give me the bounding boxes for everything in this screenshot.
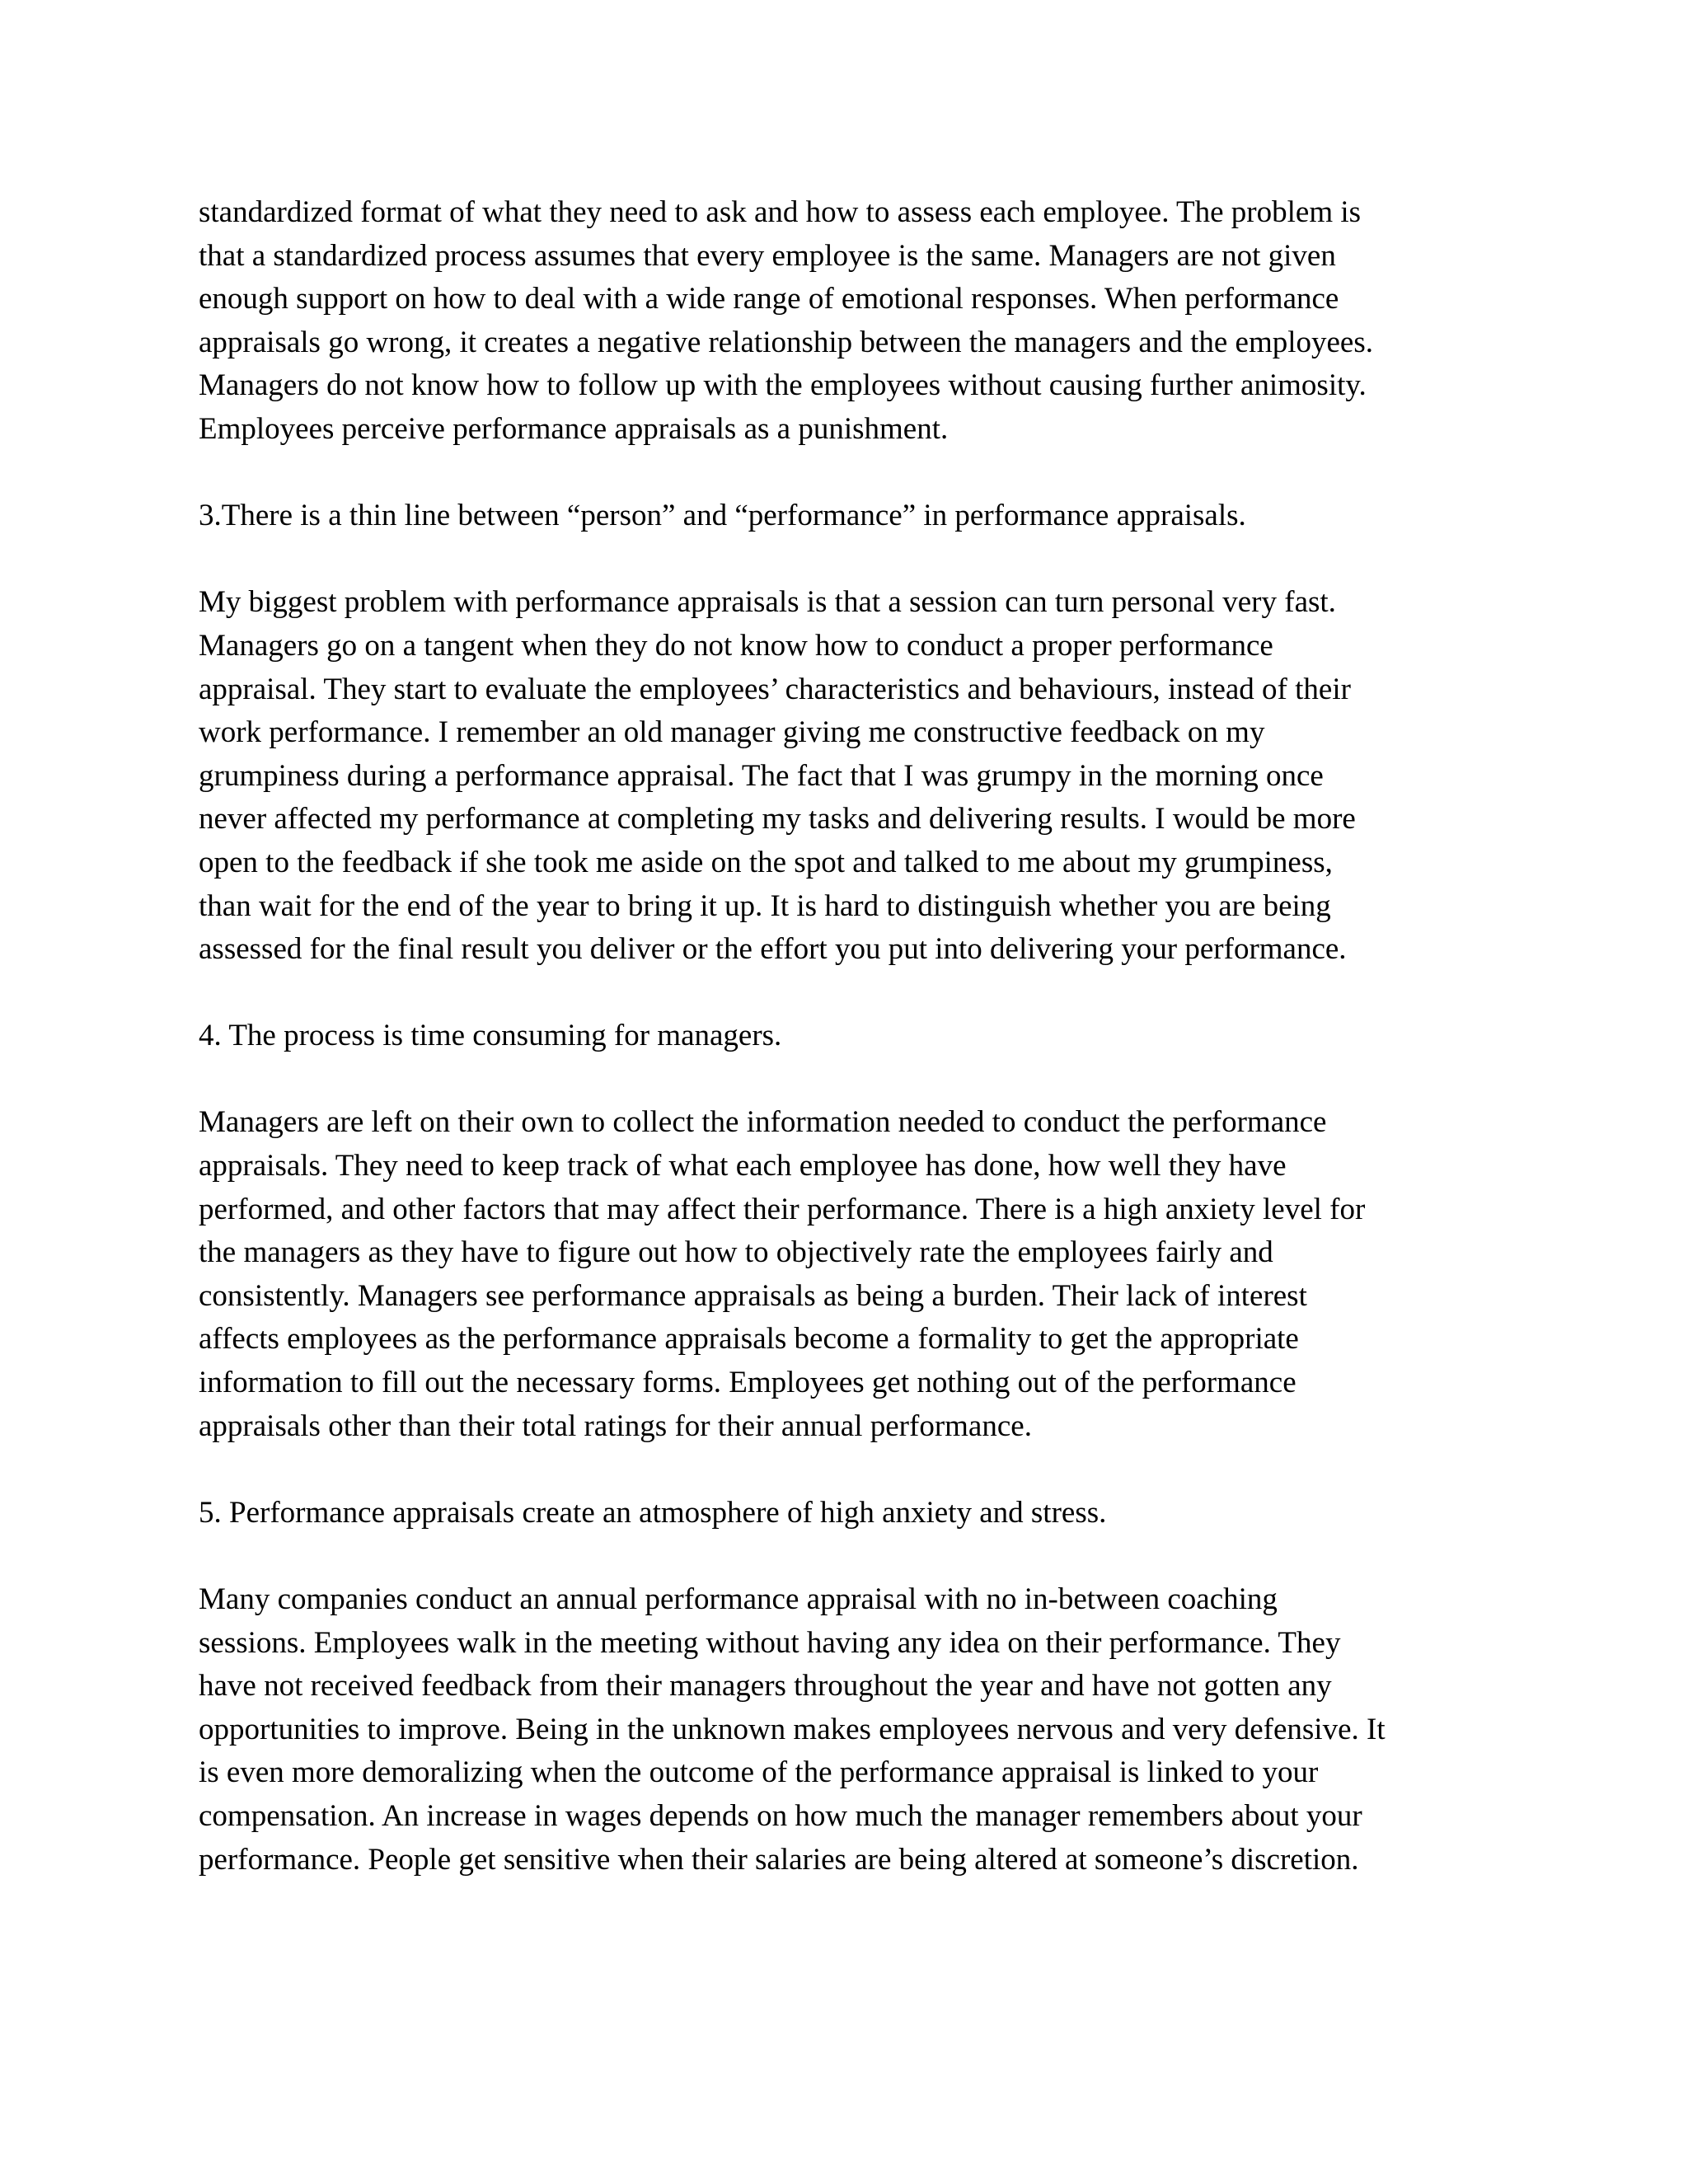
text-line: than wait for the end of the year to bring it up. It is hard to distinguish whether you are being [199, 888, 1331, 923]
text-line: grumpiness during a performance appraisal. The fact that I was grumpy in the morning once [199, 758, 1324, 793]
text-line: sessions. Employees walk in the meeting without having any idea on their performance. They [199, 1625, 1341, 1660]
text-line: performance. People get sensitive when their salaries are being altered at someone’s discretion. [199, 1842, 1359, 1877]
text-line: Many companies conduct an annual performance appraisal with no in-between coaching [199, 1582, 1278, 1616]
text-line: Employees perceive performance appraisals as a punishment. [199, 411, 949, 446]
text-line: appraisals other than their total ratings for their annual performance. [199, 1408, 1032, 1443]
text-line: appraisals go wrong, it creates a negative relationship between the managers and the employees. [199, 325, 1374, 359]
text-line: opportunities to improve. Being in the unknown makes employees nervous and very defensive. It [199, 1712, 1386, 1746]
text-line: appraisal. They start to evaluate the employees’ characteristics and behaviours, instead of their [199, 672, 1351, 706]
text-line: Managers are left on their own to collect the information needed to conduct the performance [199, 1105, 1327, 1140]
text-line: performed, and other factors that may affect their performance. There is a high anxiety level for [199, 1192, 1366, 1226]
text-line: the managers as they have to figure out how to objectively rate the employees fairly and [199, 1235, 1273, 1270]
paragraph-spacer [199, 452, 1517, 495]
text-line: that a standardized process assumes that every employee is the same. Managers are not given [199, 238, 1336, 273]
text-line: standardized format of what they need to ask and how to assess each employee. The problem is [199, 195, 1362, 229]
paragraph-spacer [199, 972, 1517, 1015]
text-line: have not received feedback from their managers throughout the year and have not gotten any [199, 1669, 1332, 1704]
paragraph-5 [199, 1578, 1517, 1882]
text-line: consistently. Managers see performance appraisals as being a burden. Their lack of interest [199, 1278, 1307, 1313]
section-heading-4: 4. The process is time consuming for managers. [199, 1019, 782, 1053]
paragraph-spacer [199, 1535, 1517, 1578]
paragraph-spacer [199, 538, 1517, 582]
text-line: information to fill out the necessary forms. Employees get nothing out of the performance [199, 1366, 1296, 1400]
paragraph-spacer [199, 1058, 1517, 1102]
paragraph-3 [199, 581, 1517, 971]
text-line: Managers do not know how to follow up with the employees without causing further animosity. [199, 368, 1367, 403]
text-line: Managers go on a tangent when they do not know how to conduct a proper performance [199, 628, 1273, 663]
text-line: work performance. I remember an old manager giving me constructive feedback on my [199, 715, 1265, 750]
paragraph-intro [199, 191, 1517, 452]
section-heading-3: 3.There is a thin line between “person” and “performance” in performance appraisals. [199, 499, 1246, 533]
document-body [199, 191, 1517, 1882]
text-line: compensation. An increase in wages depends on how much the manager remembers about your [199, 1798, 1362, 1833]
text-line: enough support on how to deal with a wide range of emotional responses. When performance [199, 282, 1339, 316]
text-line: is even more demoralizing when the outcome of the performance appraisal is linked to your [199, 1755, 1319, 1790]
text-line: affects employees as the performance appraisals become a formality to get the appropriate [199, 1322, 1299, 1357]
text-line: appraisals. They need to keep track of what each employee has done, how well they have [199, 1149, 1287, 1183]
paragraph-spacer [199, 1448, 1517, 1492]
text-line: never affected my performance at completing my tasks and delivering results. I would be more [199, 802, 1356, 837]
section-heading-5: 5. Performance appraisals create an atmosphere of high anxiety and stress. [199, 1495, 1107, 1530]
paragraph-4 [199, 1101, 1517, 1448]
text-line: assessed for the final result you deliver or the effort you put into delivering your performance. [199, 932, 1347, 967]
text-line: open to the feedback if she took me aside on the spot and talked to me about my grumpiness, [199, 845, 1333, 879]
text-line: My biggest problem with performance appraisals is that a session can turn personal very fast. [199, 585, 1336, 620]
